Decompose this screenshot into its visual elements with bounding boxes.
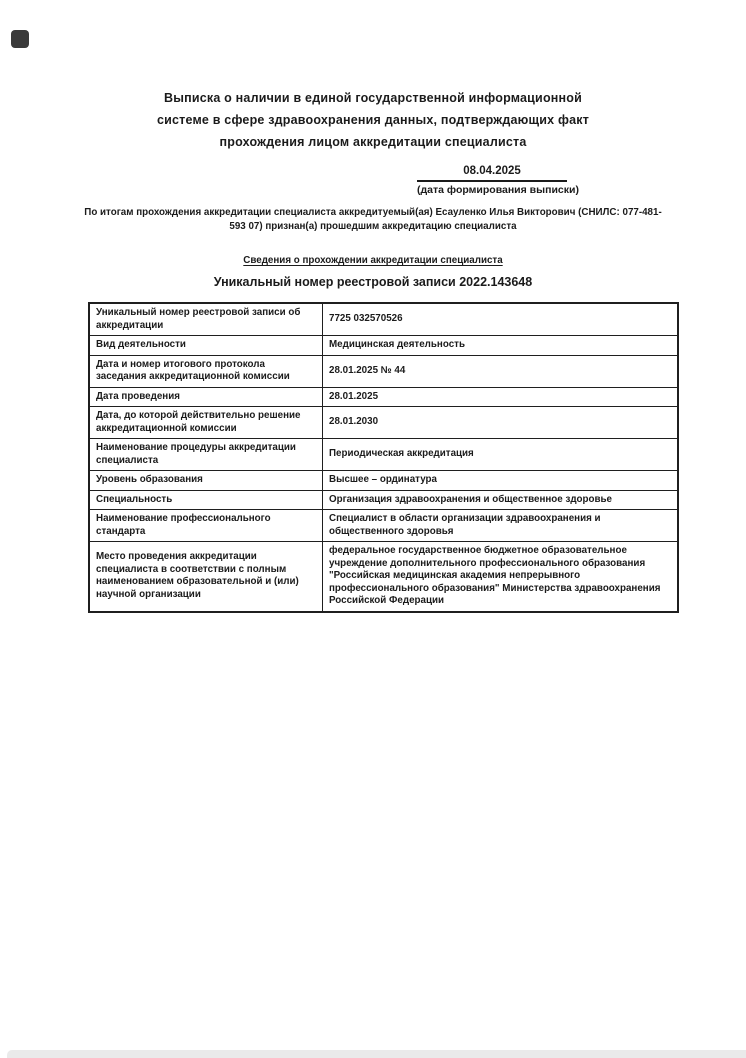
table-label-cell: Место проведения аккредитации специалиста в соответствии с полным наименованием образовательной и (или) научной организации [89, 542, 323, 612]
table-label-cell: Вид деятельности [89, 336, 323, 356]
table-label-cell: Наименование процедуры аккредитации специалиста [89, 439, 323, 471]
table-label-cell: Уникальный номер реестровой записи об аккредитации [89, 303, 323, 336]
accreditation-table [88, 302, 679, 613]
intro-line: 593 07) признан(а) прошедшим аккредитацию специалиста [229, 220, 517, 232]
accreditation-table-body [89, 303, 678, 612]
document-title-line: прохождения лицом аккредитации специалиста [219, 135, 527, 149]
section-heading: Сведения о прохождении аккредитации специалиста [243, 255, 503, 266]
table-row [89, 542, 678, 612]
table-value-cell: 28.01.2030 [323, 407, 679, 439]
table-row [89, 439, 678, 471]
table-label-cell: Дата и номер итогового протокола заседания аккредитационной комиссии [89, 355, 323, 387]
table-value-cell: Специалист в области организации здравоохранения и общественного здоровья [323, 510, 679, 542]
table-label-cell: Дата проведения [89, 387, 323, 407]
issue-date: 08.04.2025 [417, 164, 567, 182]
table-row [89, 387, 678, 407]
table-value-cell: Медицинская деятельность [323, 336, 679, 356]
horizontal-scrollbar-track[interactable] [7, 1050, 746, 1058]
table-row [89, 303, 678, 336]
intro-paragraph [0, 206, 746, 233]
page-corner-marker-icon [11, 30, 29, 48]
intro-line: По итогам прохождения аккредитации специалиста аккредитуемый(ая) Есауленко Илья Викторович (СНИЛС: 077-481- [84, 207, 662, 218]
table-value-cell: Высшее – ординатура [323, 471, 679, 491]
document-title-line: Выписка о наличии в единой государственной информационной [163, 91, 582, 105]
table-label-cell: Специальность [89, 490, 323, 510]
issue-date-block [417, 164, 579, 197]
issue-date-caption: (дата формирования выписки) [417, 184, 579, 196]
table-value-cell: федеральное государственное бюджетное образовательное учреждение дополнительного профессионального образования "Российская медицинская академия непрерывного профессионального образования" Министерства здравоохранения Российской Федерации [323, 542, 679, 612]
table-row [89, 336, 678, 356]
table-value-cell: Организация здравоохранения и общественное здоровье [323, 490, 679, 510]
table-label-cell: Уровень образования [89, 471, 323, 491]
table-row [89, 355, 678, 387]
table-row [89, 471, 678, 491]
table-value-cell: 28.01.2025 № 44 [323, 355, 679, 387]
table-value-cell: Периодическая аккредитация [323, 439, 679, 471]
table-label-cell: Наименование профессионального стандарта [89, 510, 323, 542]
table-label-cell: Дата, до которой действительно решение аккредитационной комиссии [89, 407, 323, 439]
registry-number-heading: Уникальный номер реестровой записи 2022.143648 [213, 275, 533, 289]
document-title-line: системе в сфере здравоохранения данных, подтверждающих факт [156, 113, 590, 127]
table-row [89, 490, 678, 510]
table-row [89, 407, 678, 439]
table-value-cell: 28.01.2025 [323, 387, 679, 407]
document-title [0, 87, 746, 153]
table-row [89, 510, 678, 542]
table-value-cell: 7725 032570526 [323, 303, 679, 336]
